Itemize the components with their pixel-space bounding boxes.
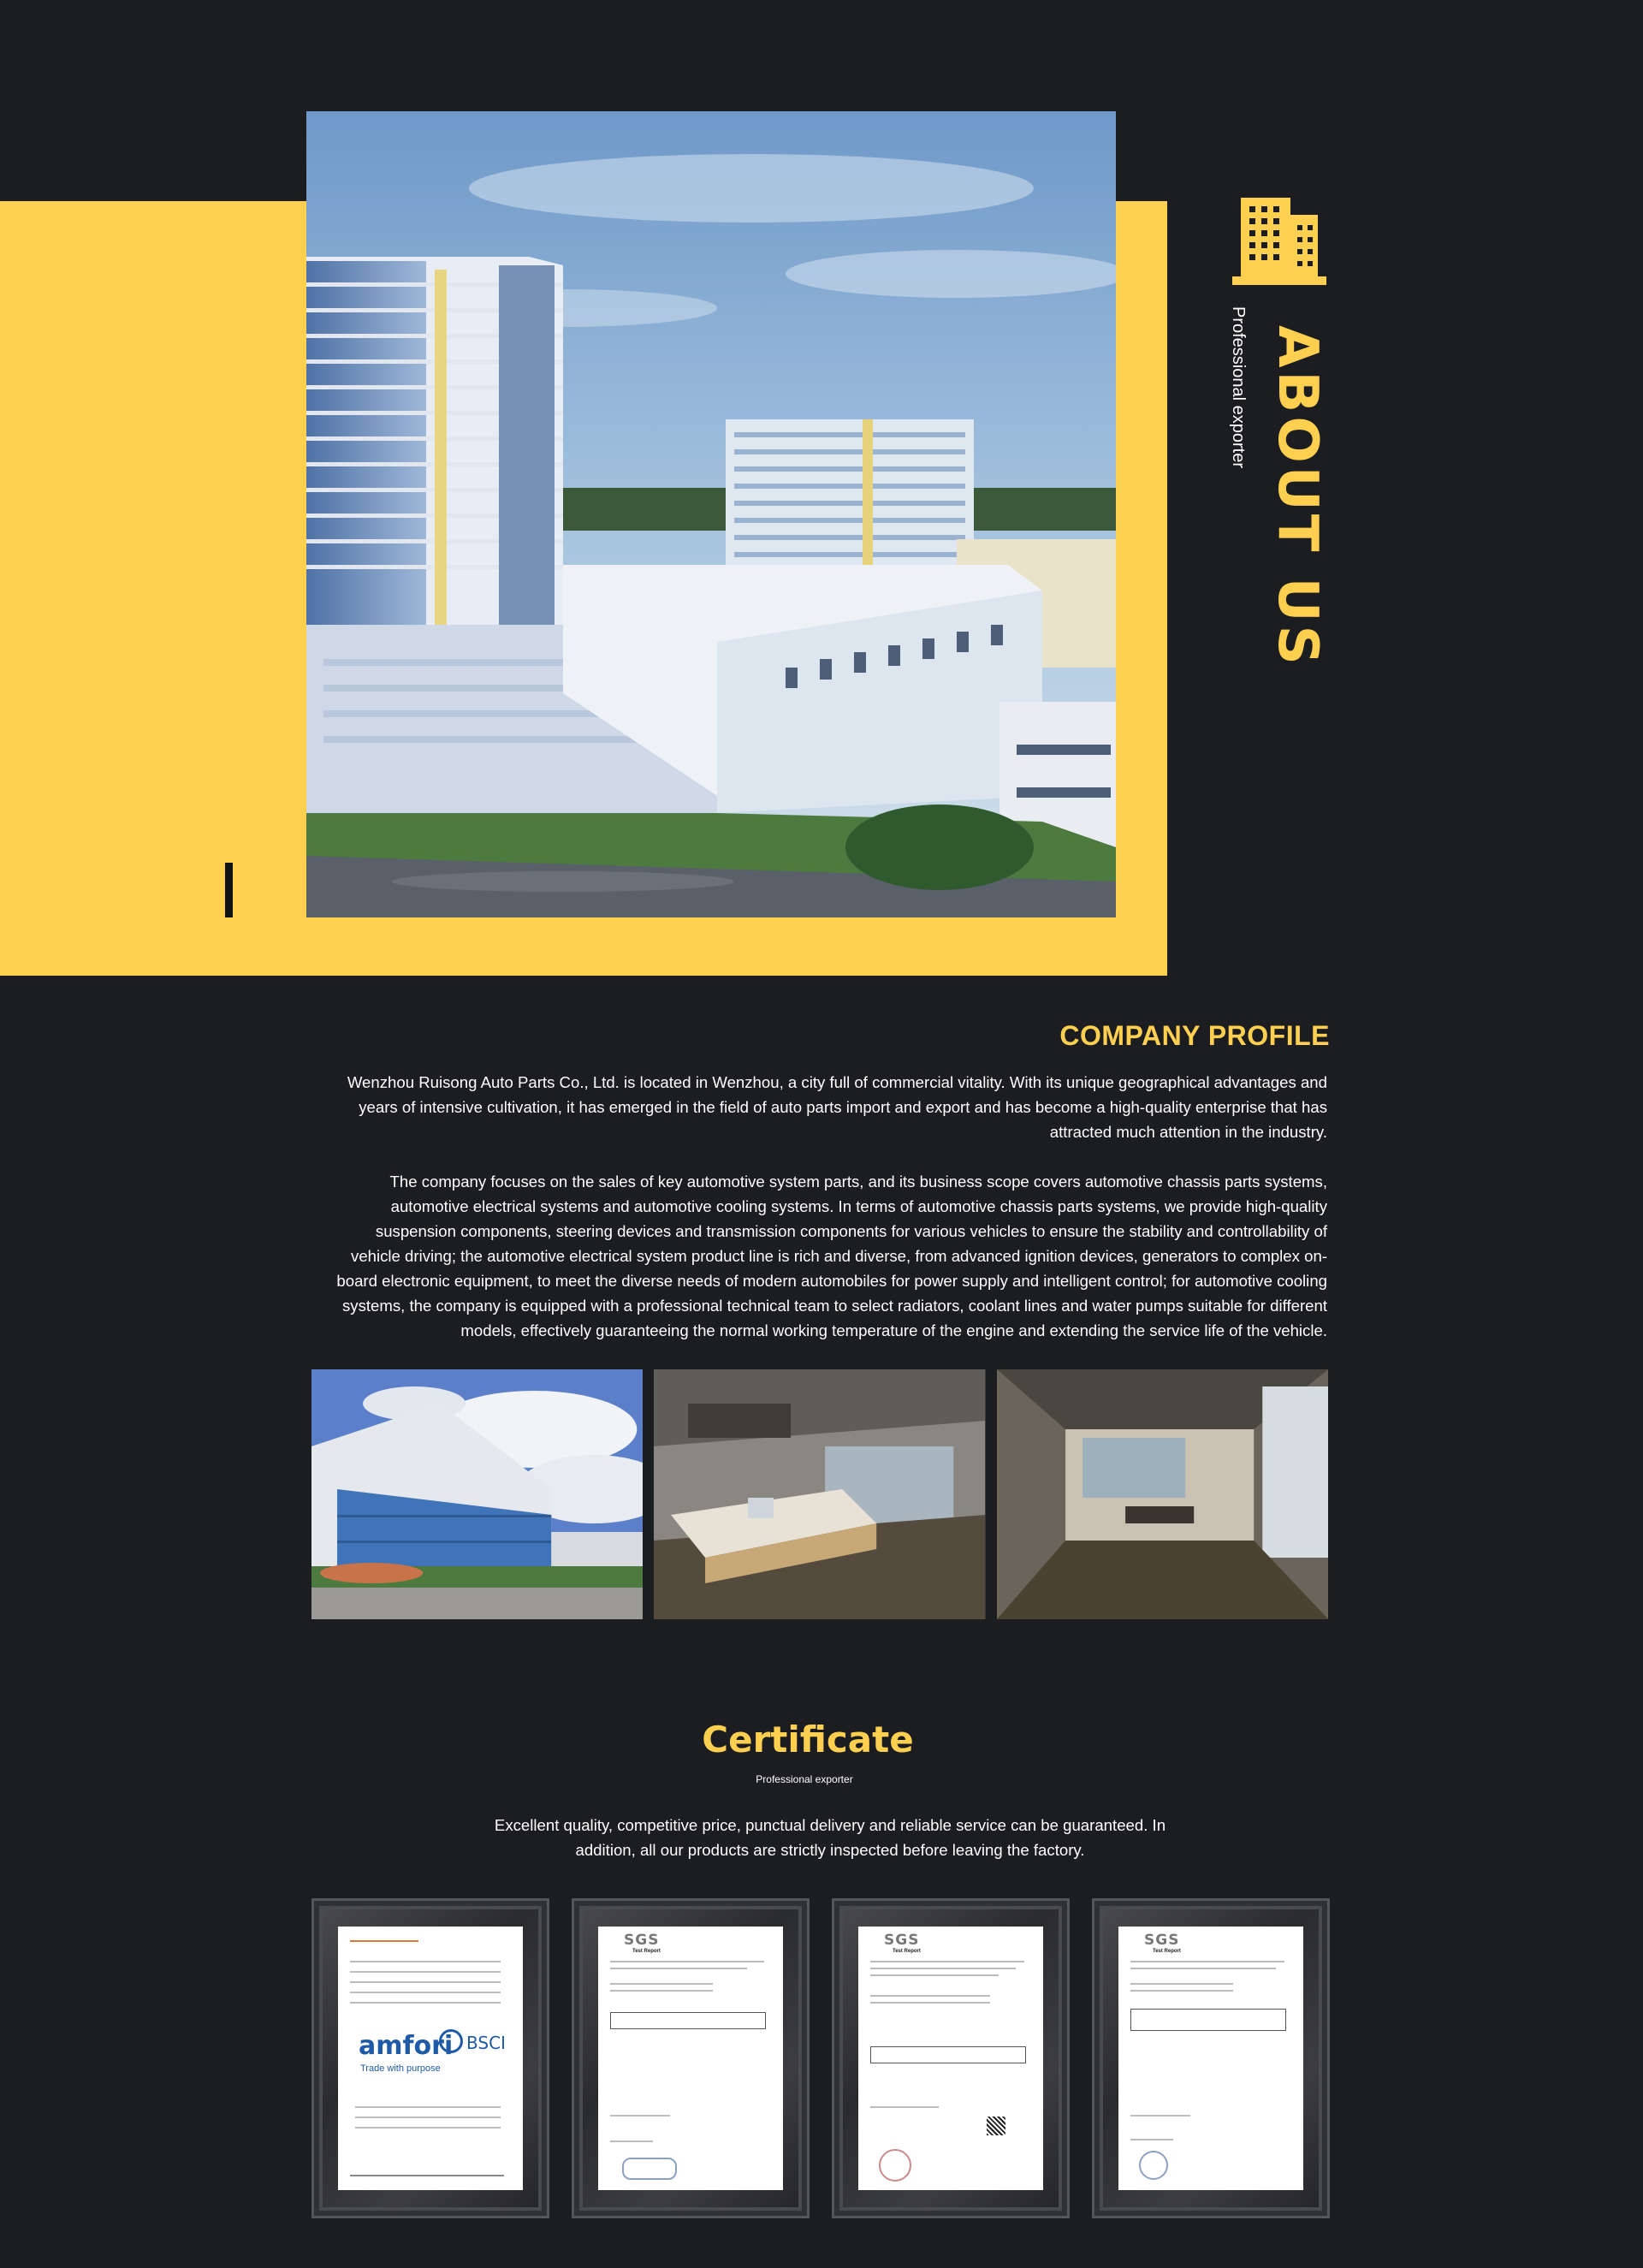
profile-paragraph-2: The company focuses on the sales of key automotive system parts, and its business scope covers automotive chassis parts systems, automotive electrical systems and automotive cooling systems. In terms of automotive chassis parts systems, we provide high-quality suspension components, steering devices and transmission components for various vehicles to ensure the stability and controllability of vehicle driving; the automotive electrical system product line is rich and diverse, from advanced ignition devices, generators to complex on-board electronic equipment, to meet the diverse needs of modern automobiles for power supply and intelligent control; for automotive cooling systems, the company is equipped with a professional technical team to select radiators, coolant lines and water pumps suitable for different models, effectively guaranteeing the normal working temperature of the engine and extending the service life of the vehicle. [336, 1173, 1327, 1339]
office-exterior-photo [311, 1369, 643, 1619]
certificate-heading: Certificate [702, 1719, 914, 1760]
building-icon [1229, 186, 1330, 287]
certificate-frame-sgs-3[interactable] [1092, 1898, 1330, 2218]
stamp-seal-icon [1139, 2151, 1168, 2180]
bsci-ring-icon [439, 2029, 463, 2053]
certificate-subtitle: Professional exporter [756, 1773, 853, 1785]
company-building-photo [306, 111, 1116, 917]
certificate-document [1118, 1927, 1303, 2190]
about-us-subtitle: Professional exporter [1229, 306, 1248, 468]
office-reception-photo [654, 1369, 985, 1619]
sgs-logo: SGS [624, 1932, 660, 1949]
certificate-frame-sgs-2[interactable] [832, 1898, 1070, 2218]
amfori-logo-text: amfori [359, 2031, 454, 2061]
stamp-seal-icon [879, 2149, 911, 2182]
office-meeting-room-photo [997, 1369, 1328, 1619]
about-us-heading: ABOUT US [1266, 325, 1329, 668]
company-profile-heading: COMPANY PROFILE [1059, 1020, 1330, 1051]
certificate-document [338, 1927, 523, 2190]
company-profile-text [329, 1070, 1327, 1368]
certificate-list [311, 1898, 1330, 2218]
office-photo-gallery [311, 1369, 1328, 1619]
sgs-logo: SGS [1144, 1932, 1180, 1949]
qr-code-icon [987, 2117, 1005, 2135]
certificate-frame-bsci[interactable] [311, 1898, 549, 2218]
test-report-heading: Test Report [632, 1949, 661, 1954]
certificate-document [598, 1927, 783, 2190]
decorative-bar [225, 863, 233, 917]
test-report-heading: Test Report [1153, 1949, 1181, 1954]
certificate-description: Excellent quality, competitive price, punctual delivery and reliable service can be guaranteed. In addition, all our products are strictly inspected before leaving the factory. [494, 1816, 1166, 1859]
bsci-logo-text: BSCI [466, 2033, 506, 2053]
test-report-heading: Test Report [893, 1949, 921, 1954]
amfori-tagline: Trade with purpose [360, 2063, 441, 2074]
sgs-logo: SGS [884, 1932, 920, 1949]
certificate-document [858, 1927, 1043, 2190]
stamp-seal-icon [622, 2158, 677, 2180]
certificate-frame-sgs-1[interactable] [572, 1898, 810, 2218]
profile-paragraph-1: Wenzhou Ruisong Auto Parts Co., Ltd. is located in Wenzhou, a city full of commercial vitality. With its unique geographical advantages and years of intensive cultivation, it has emerged in the field of auto parts import and export and has become a high-quality enterprise that has attracted much attention in the industry. [347, 1073, 1327, 1141]
